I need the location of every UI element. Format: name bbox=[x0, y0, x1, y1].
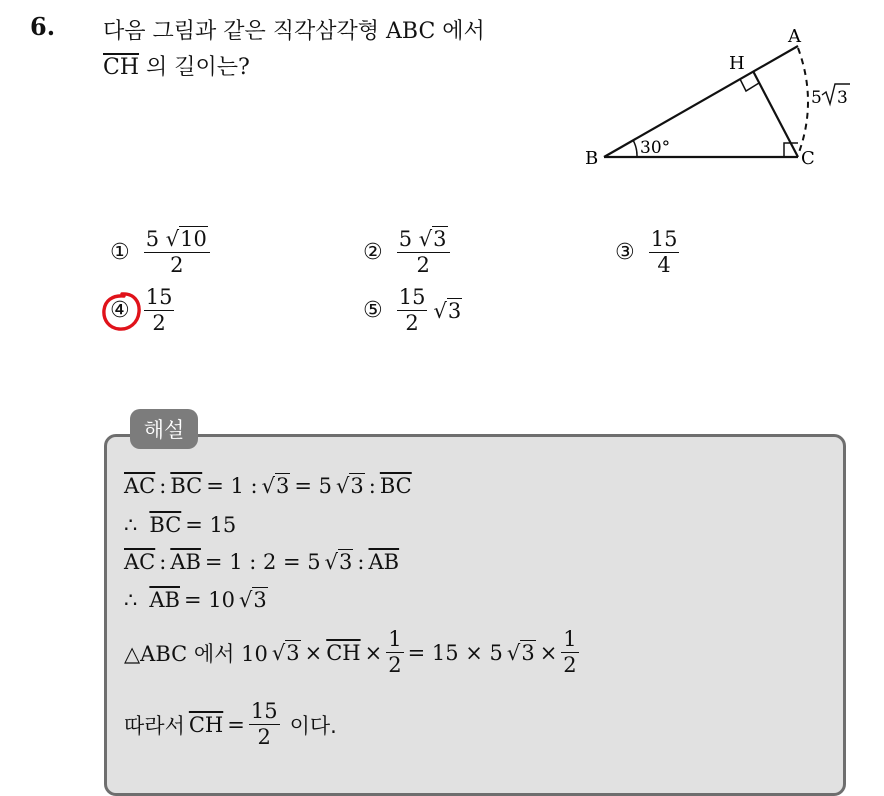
solution-line-6 bbox=[124, 700, 341, 749]
label-a: A bbox=[788, 26, 801, 47]
choice-5[interactable] bbox=[363, 286, 462, 335]
right-angle-h bbox=[740, 79, 759, 91]
side-rad: 3 bbox=[837, 88, 848, 108]
sol1-eq2: = 5 bbox=[294, 474, 332, 498]
choice-5-radical: √3 bbox=[433, 298, 462, 323]
solution-line-3 bbox=[124, 550, 403, 574]
triangle-figure bbox=[580, 22, 860, 182]
choice-1-mark: ① bbox=[110, 240, 130, 266]
choice-3-den: 4 bbox=[657, 253, 671, 278]
sol6-prefix: 따라서 bbox=[124, 713, 185, 738]
sol3-seg-ab: $\overline{AB}$ bbox=[170, 550, 201, 574]
sol1-rad1: √3 bbox=[261, 474, 290, 498]
choice-5-num: 15 bbox=[397, 286, 428, 311]
sol1-rad2: √3 bbox=[336, 474, 364, 498]
question-text-line1: 다음 그림과 같은 직각삼각형 ABC 에서 bbox=[103, 19, 485, 44]
choice-1[interactable] bbox=[110, 228, 210, 277]
sol5-seg-ch: $\overline{CH}$ bbox=[326, 640, 361, 665]
sol5-times1: × bbox=[304, 640, 323, 665]
choice-1-coef: 5 bbox=[145, 227, 166, 251]
sol1-colon2: : bbox=[368, 474, 376, 498]
sol5-times3: × bbox=[539, 640, 558, 665]
segment-ch-line bbox=[753, 71, 798, 157]
sol5-frac1: $\frac{1}{2}$ bbox=[388, 627, 402, 678]
sol5-rad2: √3 bbox=[506, 640, 535, 665]
sol5-frac2: $\frac{1}{2}$ bbox=[563, 627, 577, 678]
question-text-line2 bbox=[103, 50, 250, 81]
choice-5-fraction bbox=[397, 286, 428, 335]
question-line2-rest: 의 길이는? bbox=[139, 55, 250, 80]
label-h: H bbox=[729, 53, 745, 74]
sol3-eq: = 1 : 2 = 5 bbox=[204, 550, 321, 574]
angle-label: 30° bbox=[640, 138, 671, 158]
solution-line-2 bbox=[124, 513, 240, 537]
choice-1-den: 2 bbox=[170, 253, 184, 278]
sol3-seg-ab2: $\overline{AB}$ bbox=[368, 550, 400, 574]
sol1-eq: = 1 : bbox=[206, 474, 258, 498]
choice-1-rad: 10 bbox=[180, 227, 207, 251]
segment-ch: $\overline{CH}$ bbox=[103, 55, 140, 80]
label-c: C bbox=[801, 148, 815, 169]
choice-4-fraction bbox=[144, 286, 175, 335]
choice-3-fraction bbox=[649, 228, 680, 277]
choice-2[interactable] bbox=[363, 228, 450, 277]
choice-4[interactable] bbox=[110, 286, 174, 335]
sol6-suffix: 이다. bbox=[289, 713, 337, 738]
sol2-therefore: ∴ bbox=[124, 513, 138, 537]
sol3-seg-ac: $\overline{AC}$ bbox=[124, 550, 156, 574]
choice-3-mark: ③ bbox=[615, 240, 635, 266]
choice-2-den: 2 bbox=[416, 253, 430, 278]
angle-arc-b bbox=[633, 140, 637, 157]
sol1-seg-ac: $\overline{AC}$ bbox=[124, 474, 156, 498]
sol2-eq: = 15 bbox=[185, 513, 237, 537]
choice-5-den: 2 bbox=[405, 311, 419, 336]
sol4-rad: √3 bbox=[238, 588, 267, 612]
choice-2-rad: 3 bbox=[433, 227, 447, 251]
sol6-seg-ch: $\overline{CH}$ bbox=[188, 712, 224, 737]
sol3-colon: : bbox=[159, 550, 167, 574]
sol1-colon: : bbox=[159, 474, 167, 498]
choice-2-coef: 5 bbox=[398, 227, 419, 251]
side-coef: 5 bbox=[811, 88, 822, 108]
sol5-eq: = 15 × 5 bbox=[407, 640, 503, 665]
solution-line-5 bbox=[124, 628, 583, 677]
sol5-rad1: √3 bbox=[271, 640, 300, 665]
side-ac-dashed bbox=[798, 48, 808, 155]
choice-2-mark: ② bbox=[363, 240, 383, 266]
sol1-seg-bc2: $\overline{BC}$ bbox=[379, 474, 412, 498]
choice-4-num: 15 bbox=[144, 286, 175, 311]
sol4-seg-ab: $\overline{AB}$ bbox=[149, 588, 180, 612]
sol5-prefix: △ABC 에서 10 bbox=[124, 641, 268, 666]
choice-5-mark: ⑤ bbox=[363, 298, 383, 324]
sol4-therefore: ∴ bbox=[124, 588, 138, 612]
choice-1-fraction: $\frac{5 √10}{2}$ bbox=[144, 228, 210, 277]
sol3-rad: √3 bbox=[324, 550, 353, 574]
sol5-times2: × bbox=[364, 640, 383, 665]
choice-3[interactable] bbox=[615, 228, 679, 277]
solution-line-4 bbox=[124, 588, 272, 612]
selected-circle-icon bbox=[98, 288, 146, 336]
sol1-seg-bc: $\overline{BC}$ bbox=[170, 474, 203, 498]
choice-4-den: 2 bbox=[152, 311, 166, 336]
choice-2-fraction: $\frac{5 √3}{2}$ bbox=[397, 228, 450, 277]
question-number: 6. bbox=[30, 12, 56, 41]
sol3-colon2: : bbox=[357, 550, 365, 574]
sol4-eq: = 10 bbox=[183, 588, 235, 612]
choice-3-num: 15 bbox=[649, 228, 680, 253]
solution-line-1 bbox=[124, 474, 416, 498]
sol6-eq: = bbox=[227, 712, 245, 737]
solution-tag: 해설 bbox=[130, 409, 198, 449]
choice-4-mark: ④ bbox=[110, 298, 130, 323]
sol2-seg-bc: $\overline{BC}$ bbox=[149, 513, 182, 537]
sol6-frac: $\frac{15}{2}$ bbox=[250, 699, 278, 750]
label-b: B bbox=[585, 148, 599, 169]
